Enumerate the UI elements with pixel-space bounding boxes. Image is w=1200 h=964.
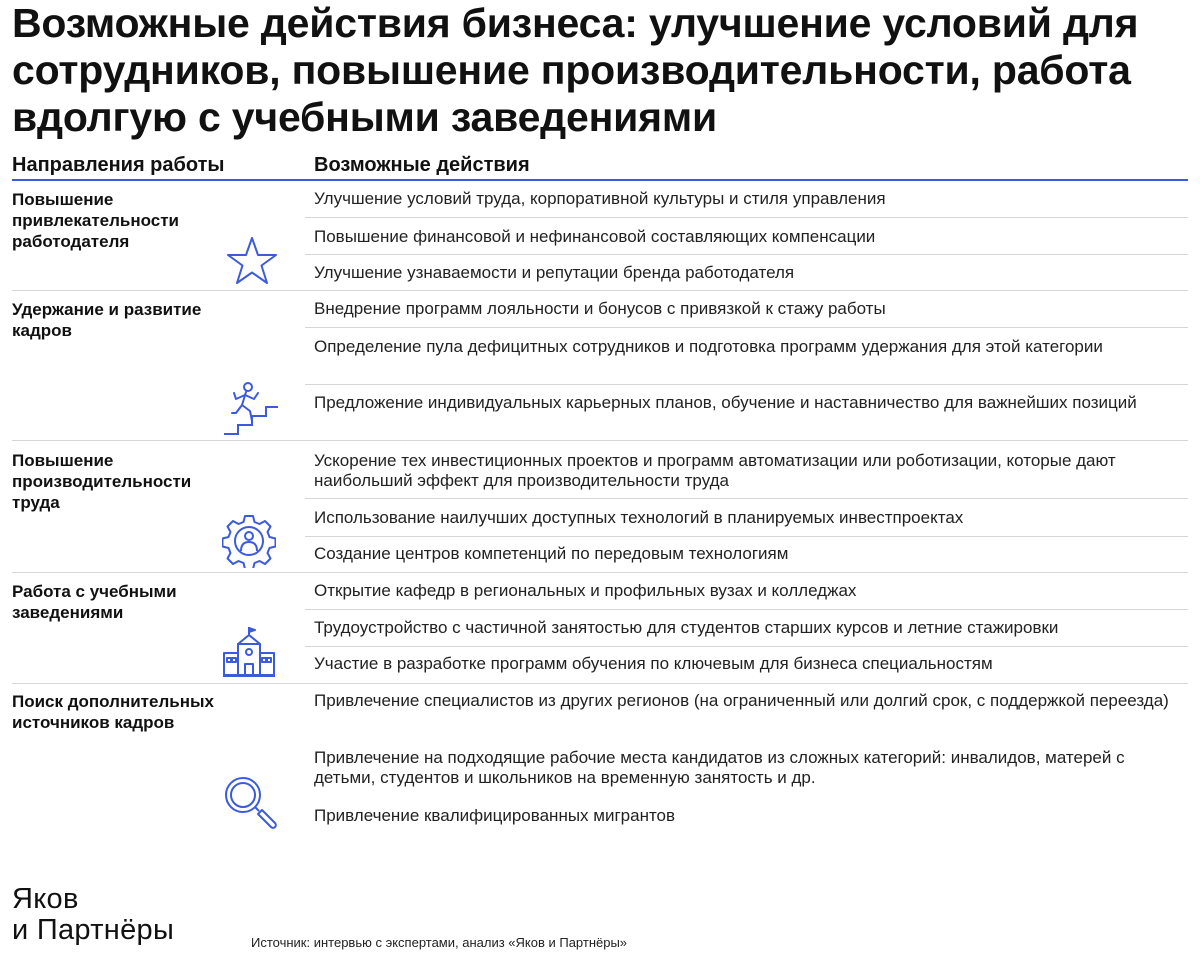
action-item: Привлечение квалифицированных мигрантов — [314, 806, 676, 825]
column-header-actions: Возможные действия — [314, 154, 530, 176]
action-item: Внедрение программ лояльности и бонусов с привязкой к стажу работы — [314, 299, 886, 318]
row-divider — [305, 609, 1188, 610]
action-item: Создание центров компетенций по передовым технологиям — [314, 544, 789, 563]
action-item: Определение пула дефицитных сотрудников и подготовка программ удержания для этой категории — [314, 337, 1103, 356]
row-divider — [305, 327, 1188, 328]
section-divider — [12, 290, 1188, 291]
row-divider — [305, 498, 1188, 499]
school-building-icon — [222, 626, 276, 678]
action-item: Привлечение специалистов из других регионов (на ограниченный или долгий срок, с поддержкой переезда) — [314, 691, 1169, 710]
direction-label: Работа с учебными заведениями — [12, 582, 177, 622]
action-item: Ускорение тех инвестиционных проектов и программ автоматизации или роботизации, которые дают наибольший эффект для производительности труда — [314, 451, 1116, 490]
direction-label: Повышение привлекательности работодателя — [12, 190, 180, 251]
company-logo — [12, 884, 174, 946]
logo-line-2: и Партнёры — [12, 914, 175, 946]
action-item: Предложение индивидуальных карьерных планов, обучение и наставничество для важнейших позиций — [314, 393, 1137, 412]
direction-label: Удержание и развитие кадров — [12, 300, 202, 340]
star-icon — [226, 236, 278, 286]
section-divider — [12, 572, 1188, 573]
source-note: Источник: интервью с экспертами, анализ «Яков и Партнёры» — [251, 935, 628, 950]
row-divider — [305, 536, 1188, 537]
row-divider — [305, 384, 1188, 385]
column-header-directions: Направления работы — [12, 154, 225, 176]
section-divider — [12, 683, 1188, 684]
gear-person-icon — [222, 514, 276, 568]
action-item: Повышение финансовой и нефинансовой составляющих компенсации — [314, 227, 876, 246]
header-rule — [12, 179, 1188, 181]
action-item: Улучшение условий труда, корпоративной культуры и стиля управления — [314, 189, 886, 208]
action-item: Участие в разработке программ обучения по ключевым для бизнеса специальностям — [314, 654, 993, 673]
person-climbing-stairs-icon — [222, 381, 280, 437]
row-divider — [305, 646, 1188, 647]
action-item: Улучшение узнаваемости и репутации бренда работодателя — [314, 263, 795, 282]
direction-label: Повышение производительности труда — [12, 451, 192, 512]
magnifier-icon — [222, 774, 278, 830]
action-item: Использование наилучших доступных технологий в планируемых инвестпроектах — [314, 508, 964, 527]
page-title: Возможные действия бизнеса: улучшение условий для сотрудников, повышение производительности, работа вдолгую с учебными заведениями — [12, 0, 1139, 140]
logo-line-1: Яков — [12, 883, 79, 915]
action-item: Привлечение на подходящие рабочие места кандидатов из сложных категорий: инвалидов, матерей с детьми, студентов и школьников на временную занятость и др. — [314, 748, 1125, 787]
action-item: Открытие кафедр в региональных и профильных вузах и колледжах — [314, 581, 857, 600]
row-divider — [305, 217, 1188, 218]
action-item: Трудоустройство с частичной занятостью для студентов старших курсов и летние стажировки — [314, 618, 1059, 637]
section-divider — [12, 440, 1188, 441]
direction-label: Поиск дополнительных источников кадров — [12, 692, 214, 732]
row-divider — [305, 254, 1188, 255]
